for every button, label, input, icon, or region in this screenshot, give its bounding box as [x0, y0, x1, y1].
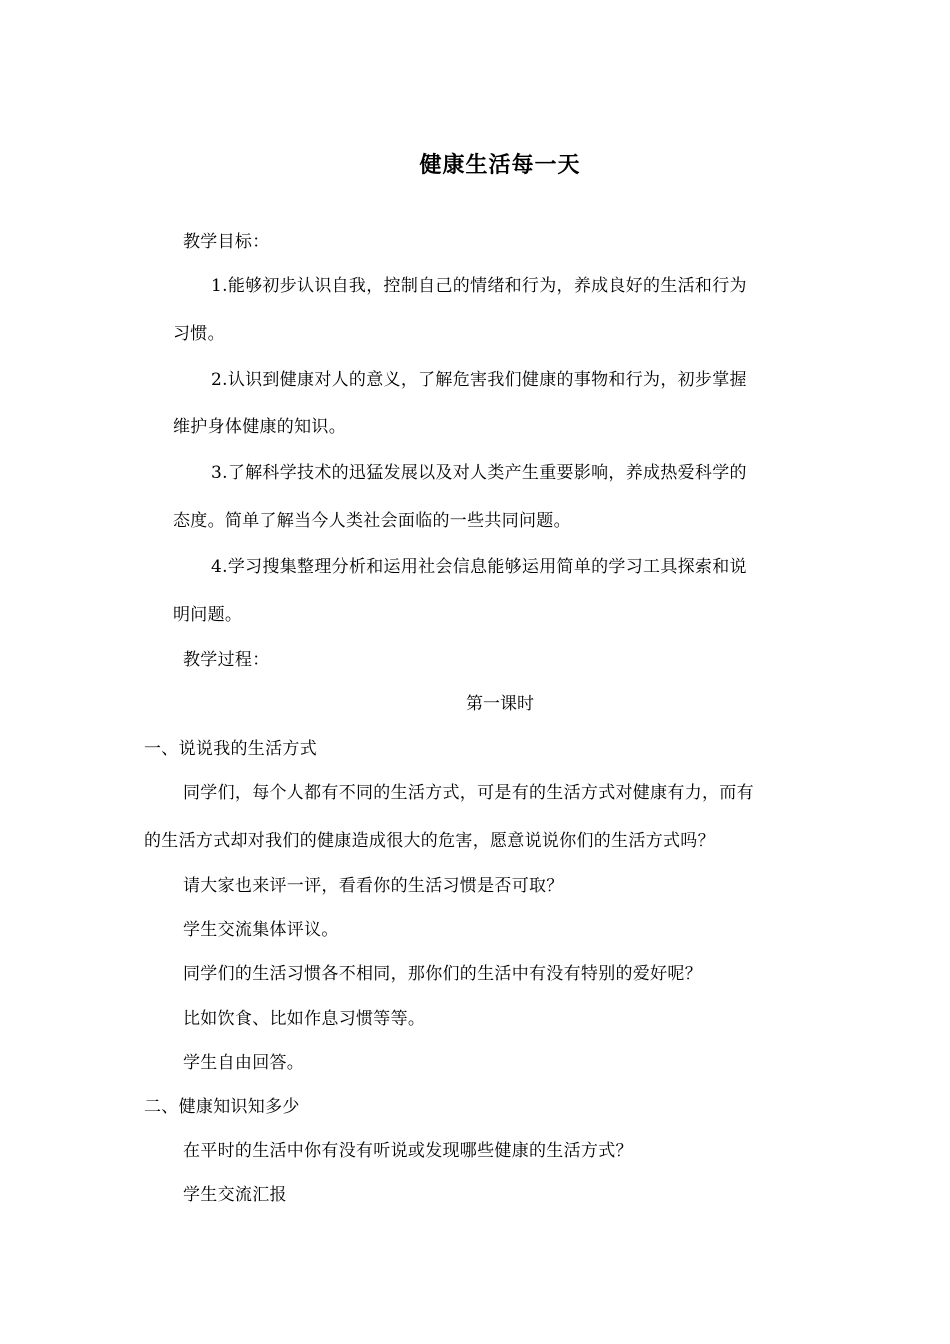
section-1-heading: 一、说说我的生活方式	[144, 739, 317, 759]
goal-2-line-1: 2.认识到健康对人的意义，了解危害我们健康的事物和行为，初步掌握	[211, 370, 747, 390]
goal-4-line-1: 4.学习搜集整理分析和运用社会信息能够运用简单的学习工具探索和说	[211, 557, 747, 577]
section-1-line: 学生交流集体评议。	[183, 920, 339, 940]
section-1-line: 同学们的生活习惯各不相同，那你们的生活中有没有特别的爱好呢？	[183, 964, 702, 984]
section-1-para-line-1: 同学们，每个人都有不同的生活方式，可是有的生活方式对健康有力，而有	[183, 783, 754, 803]
section-2-line: 学生交流汇报	[183, 1185, 287, 1205]
goals-heading: 教学目标：	[183, 232, 270, 252]
goal-1-line-2: 习惯。	[173, 324, 225, 344]
section-2-line: 在平时的生活中你有没有听说或发现哪些健康的生活方式？	[183, 1141, 633, 1161]
lesson-heading: 第一课时	[466, 694, 534, 714]
section-1-line: 学生自由回答。	[183, 1053, 305, 1073]
goal-4-line-2: 明问题。	[173, 605, 243, 625]
process-heading: 教学过程：	[183, 650, 270, 670]
goal-2-line-2: 维护身体健康的知识。	[173, 417, 346, 437]
goal-1-line-1: 1.能够初步认识自我，控制自己的情绪和行为，养成良好的生活和行为	[211, 276, 747, 296]
section-1-line: 比如饮食、比如作息习惯等等。	[183, 1009, 426, 1029]
goal-3-line-2: 态度。简单了解当今人类社会面临的一些共同问题。	[173, 511, 571, 531]
section-1-para-line-2: 的生活方式却对我们的健康造成很大的危害，愿意说说你们的生活方式吗？	[144, 831, 715, 851]
document-title: 健康生活每一天	[419, 152, 581, 178]
section-2-heading: 二、健康知识知多少	[144, 1097, 300, 1117]
section-1-line: 请大家也来评一评，看看你的生活习惯是否可取？	[183, 876, 564, 896]
goal-3-line-1: 3.了解科学技术的迅猛发展以及对人类产生重要影响，养成热爱科学的	[211, 463, 747, 483]
